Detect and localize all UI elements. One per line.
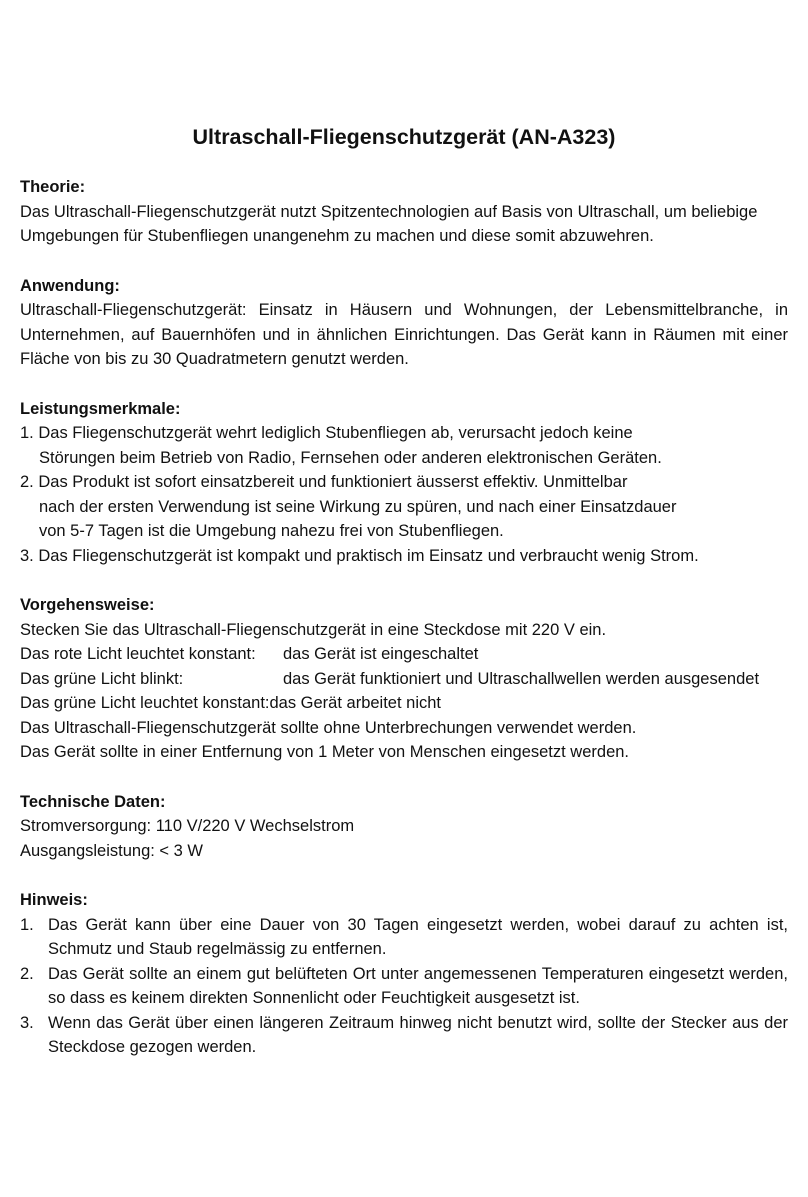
list-text: Wenn das Gerät über einen längeren Zeitraum hinweg nicht benutzt wird, sollte der Stecker aus der Steckdose gezogen werden.	[48, 1013, 788, 1056]
section-text: Das Gerät sollte in einer Entfernung von 1 Meter von Menschen eingesetzt werden.	[20, 743, 630, 761]
light-label: Das rote Licht leuchtet konstant:	[20, 645, 256, 663]
light-meaning: das Gerät funktioniert und Ultraschallwellen werden ausgesendet	[283, 669, 760, 688]
list-line: nach der ersten Verwendung ist seine Wirkung zu spüren, und nach einer Einsatzdauer	[39, 497, 677, 516]
list-number: 1.	[20, 424, 34, 442]
list-item	[20, 962, 788, 1011]
feature-list	[20, 421, 788, 568]
section-theorie	[20, 175, 788, 249]
list-number: 3.	[20, 546, 34, 565]
section-heading: Anwendung:	[20, 276, 120, 295]
section-leistungsmerkmale	[20, 397, 788, 569]
list-item	[20, 544, 788, 569]
list-number: 3.	[20, 1013, 34, 1032]
section-text: Das Ultraschall-Fliegenschutzgerät nutzt Spitzentechnologien auf Basis von Ultraschall, um beliebige Umgebungen für Stubenfliegen unangenehm zu machen und diese somit abzuwehren.	[20, 202, 758, 245]
list-text: Das Gerät kann über eine Dauer von 30 Tagen eingesetzt werden, wobei darauf zu achten ist, Schmutz und Staub regelmässig zu entfernen.	[48, 915, 788, 958]
section-hinweis	[20, 888, 788, 1060]
list-number: 2.	[20, 964, 34, 983]
section-heading: Technische Daten:	[20, 792, 166, 811]
section-vorgehensweise	[20, 593, 788, 765]
list-line: Das Fliegenschutzgerät wehrt lediglich Stubenfliegen ab, verursacht jedoch keine	[38, 424, 633, 442]
light-meaning: das Gerät ist eingeschaltet	[283, 645, 479, 663]
light-status-row	[20, 667, 788, 692]
section-technische-daten	[20, 790, 788, 864]
light-status-row	[20, 691, 788, 716]
light-status-row	[20, 642, 788, 667]
list-line: Das Fliegenschutzgerät ist kompakt und praktisch im Einsatz und verbraucht wenig Strom.	[38, 546, 699, 565]
list-item	[20, 1011, 788, 1060]
spec-line: Ausgangsleistung: < 3 W	[20, 841, 203, 860]
list-text: Das Gerät sollte an einem gut belüfteten Ort unter angemessenen Temperaturen eingesetzt werden, so dass es keinem direkten Sonnenlicht oder Feuchtigkeit ausgesetzt ist.	[48, 964, 788, 1007]
section-anwendung	[20, 274, 788, 372]
list-line: von 5-7 Tagen ist die Umgebung nahezu frei von Stubenfliegen.	[39, 522, 504, 540]
section-heading: Hinweis:	[20, 891, 88, 909]
list-item	[20, 470, 788, 544]
list-line: Das Produkt ist sofort einsatzbereit und funktioniert äusserst effektiv. Unmittelbar	[38, 473, 628, 491]
list-item	[20, 421, 788, 470]
section-text: Stecken Sie das Ultraschall-Fliegenschutzgerät in eine Steckdose mit 220 V ein.	[20, 620, 607, 639]
light-label: Das grüne Licht leuchtet konstant:	[20, 694, 270, 712]
light-meaning: das Gerät arbeitet nicht	[269, 694, 441, 712]
list-number: 1.	[20, 915, 34, 934]
section-heading: Vorgehensweise:	[20, 596, 155, 614]
notice-list	[20, 913, 788, 1060]
spec-line: Stromversorgung: 110 V/220 V Wechselstrom	[20, 817, 355, 835]
list-item	[20, 913, 788, 962]
section-heading: Leistungsmerkmale:	[20, 399, 181, 418]
light-label: Das grüne Licht blinkt:	[20, 669, 184, 688]
section-heading: Theorie:	[20, 178, 86, 196]
section-text: Ultraschall-Fliegenschutzgerät: Einsatz in Häusern und Wohnungen, der Lebensmittelbranche, in Unternehmen, auf Bauernhöfen und in ähnlichen Einrichtungen. Das Gerät kann in Räumen mit einer Fläche von bis zu 30 Quadratmetern genutzt werden.	[20, 301, 788, 368]
section-text: Das Ultraschall-Fliegenschutzgerät sollte ohne Unterbrechungen verwendet werden.	[20, 718, 637, 737]
list-line: Störungen beim Betrieb von Radio, Fernsehen oder anderen elektronischen Geräten.	[39, 448, 662, 467]
list-number: 2.	[20, 473, 34, 491]
page-title: Ultraschall-Fliegenschutzgerät (AN-A323)	[192, 125, 616, 149]
